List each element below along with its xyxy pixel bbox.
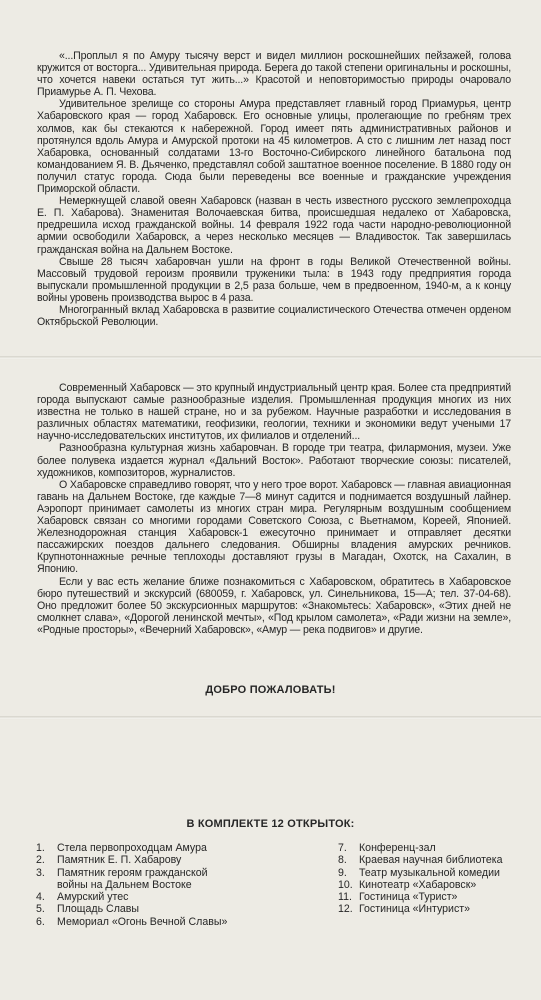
- list-item: [338, 879, 528, 891]
- postcard-list-right: [338, 842, 528, 916]
- item-label: Амурский утес: [57, 891, 129, 904]
- item-label: Площадь Славы: [57, 903, 140, 916]
- item-label: Краевая научная библиотека: [359, 854, 503, 867]
- list-item: [338, 867, 528, 879]
- page-one-text: [37, 50, 511, 328]
- item-number: 4.: [36, 891, 45, 904]
- paragraph: Разнообразна культурная жизнь хабаровчан. В городе три театра, филармония, музеи. Уже более полувека издается журнал «Дальний Восток». Работают творческие союзы: писателей, художников, композиторов, журналистов.: [37, 442, 511, 479]
- paragraph: Немеркнущей славой овеян Хабаровск (назван в честь известного русского землепроходца Е. П. Хабарова). Знаменитая Волочаевская битва, происшедшая недалеко от Хабаровска, предрешила исход гражданской войны. 14 февраля 1922 года части народно-революционной армии освободили Хабаровск, а через несколько месяцев — Владивосток. Так завершилась гражданская война на Дальнем Востоке.: [37, 195, 511, 256]
- item-number: 8.: [338, 854, 347, 867]
- paragraph: Если у вас есть желание ближе познакомиться с Хабаровском, обратитесь в Хабаровское бюро путешествий и экскурсий (680059, г. Хабаровск, ул. Синельникова, 15—А; тел. 37-04-68). Оно предложит более 50 экскурсионных маршрутов: «Знакомьтесь: Хабаровск», «Этих дней не смолкнет слава», «Дорогой ленинской мечты», «Под крылом самолета», «Ради жизни на земле», «Родные просторы», «Вечерний Хабаровск», «Амур — река подвигов» и другие.: [37, 575, 511, 636]
- list-item: [36, 842, 286, 854]
- fold-line: [0, 356, 541, 359]
- page-two: [0, 360, 541, 716]
- item-number: 11.: [338, 891, 352, 904]
- item-label: Конференц-зал: [359, 842, 436, 854]
- item-label: Мемориал «Огонь Вечной Славы»: [57, 915, 228, 928]
- item-label: Кинотеатр «Хабаровск»: [359, 878, 477, 891]
- list-item: [36, 879, 286, 891]
- item-label: войны на Дальнем Востоке: [57, 878, 192, 891]
- item-number: 6.: [36, 915, 45, 928]
- paragraph: Свыше 28 тысяч хабаровчан ушли на фронт в годы Великой Отечественной войны. Массовый трудовой героизм проявили труженики тыла: в 1943 году предприятия города выпускали промышленной продукции в 2,5 раза больше, чем в предвоенном, 1940-м, а к концу войны уровень производства вырос в 4 раза.: [37, 255, 511, 304]
- set-contents-title: В КОМПЛЕКТЕ 12 ОТКРЫТОК:: [186, 818, 355, 830]
- paragraph: «...Проплыл я по Амуру тысячу верст и видел миллион роскошнейших пейзажей, голова кружится от восторга... Удивительная природа. Берега до такой степени оригинальны и роскошны, что хочется навеки остаться тут жить...» Красотой и неповторимостью природы очаровало Приамурье А. П. Чехова.: [37, 50, 511, 99]
- paragraph: О Хабаровске справедливо говорят, что у него трое ворот. Хабаровск — главная авиационная гавань на Дальнем Востоке, где каждые 7—8 минут садится и поднимается воздушный лайнер. Аэропорт принимает самолеты из многих стран мира. Регулярным воздушным сообщением Хабаровск связан со многими городами Советского Союза, с Вьетнамом, Кореей, Японией. Железнодорожная станция Хабаровск-1 ежесуточно принимает и отправляет десятки пассажирских поездов дальнего следования. Обширны владения амурских речников. Крупнотоннажные речные теплоходы доставляют грузы в Магадан, Охотск, на Сахалин, в Японию.: [37, 478, 511, 576]
- item-label: Стела первопроходцам Амура: [57, 842, 207, 854]
- list-item: [338, 903, 528, 915]
- item-number: 3.: [36, 866, 45, 879]
- paragraph: Современный Хабаровск — это крупный индустриальный центр края. Более ста предприятий города выпускают самые разнообразные изделия. Промышленная продукция многих из них известна не только в нашей стране, но и за рубежом. Научные разработки и исследования в различных областях математики, геофизики, геологии, техники и экономики ведут учеными 17 научно-исследовательских институтов, их филиалов и отделений...: [37, 382, 511, 443]
- page-one: [0, 0, 541, 356]
- list-item: [36, 891, 286, 903]
- item-number: 7.: [338, 842, 347, 854]
- item-label: Памятник героям гражданской: [57, 866, 208, 879]
- list-item: [36, 903, 286, 915]
- fold-line: [0, 716, 541, 719]
- item-number: [36, 879, 57, 891]
- list-item: [338, 891, 528, 903]
- paragraph: Многогранный вклад Хабаровска в развитие социалистического Отечества отмечен орденом Октябрьской Революции.: [37, 303, 511, 329]
- list-item: [36, 867, 286, 879]
- item-number: 12.: [338, 903, 353, 916]
- list-item: [36, 916, 286, 928]
- item-label: Гостиница «Интурист»: [359, 903, 471, 916]
- item-number: 9.: [338, 866, 347, 879]
- item-number: 10.: [338, 878, 353, 891]
- item-label: Гостиница «Турист»: [359, 891, 458, 904]
- item-number: 2.: [36, 854, 45, 867]
- item-label: Памятник Е. П. Хабарову: [57, 854, 182, 867]
- welcome-heading: ДОБРО ПОЖАЛОВАТЬ!: [205, 684, 336, 696]
- item-number: 1.: [36, 842, 45, 854]
- item-number: 5.: [36, 903, 45, 916]
- list-item: [338, 854, 528, 866]
- page-two-text: [37, 382, 511, 636]
- page-three: [0, 720, 541, 1000]
- list-item: [338, 842, 528, 854]
- list-item: [36, 854, 286, 866]
- postcard-list-left: [36, 842, 286, 928]
- item-label: Театр музыкальной комедии: [359, 866, 500, 879]
- paragraph: Удивительное зрелище со стороны Амура представляет главный город Приамурья, центр Хабаровского края — город Хабаровск. Его основные улицы, пролегающие по гребням трех холмов, как бы стекаются к набережной. Город имеет пять административных районов и протянулся вдоль Амура и Амурской протоки на 45 километров. А сто с лишним лет назад пост Хабаровка, основанный солдатами 13-го Восточно-Сибирского линейного батальона под командованием Я. В. Дьяченко, представлял собой заштатное военное поселение. В 1880 году он получил статус города. Сюда были переведены все военные и гражданские учреждения Приморской области.: [37, 98, 511, 196]
